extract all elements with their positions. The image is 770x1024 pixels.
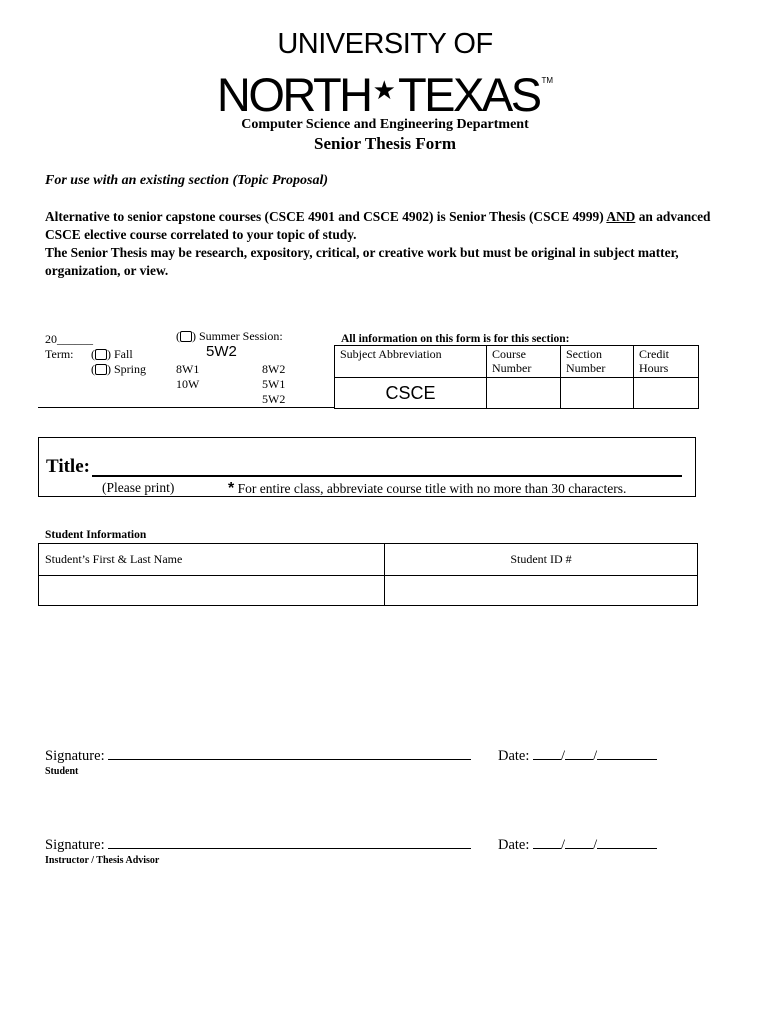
subject-abbrev-field[interactable]: CSCE [335, 378, 487, 409]
date-separator: / [593, 748, 598, 764]
intro-p1-part2: an advanced CSCE elective course correlated to your topic of study. [45, 209, 711, 242]
section-number-header: Section Number [561, 346, 634, 378]
course-number-header: Course Number [487, 346, 561, 378]
department-name: Computer Science and Engineering Department [241, 117, 529, 132]
advisor-date-day[interactable] [565, 836, 593, 849]
intro-p1-part1: Alternative to senior capstone courses (CSCE 4901 and CSCE 4902) is Senior Thesis (CSCE 4999) [45, 209, 604, 224]
session-8w2: 8W2 [262, 362, 286, 376]
spring-label: ) Spring [107, 362, 146, 376]
session-5w1: 5W1 [262, 377, 286, 391]
date-separator: / [561, 748, 566, 764]
advisor-date-year[interactable] [597, 836, 657, 849]
asterisk-icon: * [228, 480, 235, 497]
logo-north: NORTH [216, 68, 371, 121]
date-separator: / [593, 837, 598, 853]
advisor-signature-line[interactable] [108, 836, 471, 849]
student-id-label: Student ID # [385, 544, 698, 576]
intro-p2: The Senior Thesis may be research, expository, critical, or creative work but must be original in subject matter, organization, or view. [45, 245, 679, 278]
advisor-role-label: Instructor / Thesis Advisor [45, 855, 160, 866]
student-signature-label: Signature: [45, 748, 105, 764]
unt-logo-line1: UNIVERSITY OF [277, 28, 493, 60]
student-date-row [498, 747, 657, 765]
section-table [334, 345, 699, 409]
session-5w2: 5W2 [262, 392, 286, 406]
intro-text [45, 208, 725, 280]
student-name-label: Student’s First & Last Name [39, 544, 385, 576]
summer-checkbox[interactable] [180, 331, 192, 342]
usage-note: For use with an existing section (Topic Proposal) [45, 173, 329, 188]
term-year: 20______ [45, 332, 93, 346]
subject-abbrev-header: Subject Abbreviation [335, 346, 487, 378]
title-input-line[interactable] [92, 475, 682, 477]
title-instruction-text: For entire class, abbreviate course title with no more than 30 characters. [237, 481, 627, 496]
trademark-mark: TM [541, 76, 554, 85]
term-divider [38, 407, 334, 408]
student-date-day[interactable] [565, 747, 593, 760]
spring-checkbox[interactable] [95, 364, 107, 375]
section-heading: All information on this form is for this section: [341, 333, 570, 345]
student-date-month[interactable] [533, 747, 561, 760]
unt-logo-line2 [0, 56, 770, 120]
please-print-hint: (Please print) [102, 480, 175, 495]
student-name-field[interactable] [39, 576, 385, 606]
advisor-date-month[interactable] [533, 836, 561, 849]
credit-hours-field[interactable] [634, 378, 699, 409]
term-label: Term: [45, 347, 74, 361]
advisor-signature-label: Signature: [45, 837, 105, 853]
course-number-field[interactable] [487, 378, 561, 409]
summer-label: ) Summer Session: [192, 329, 283, 343]
title-instruction [228, 480, 626, 498]
date-separator: / [561, 837, 566, 853]
student-signature-row [45, 747, 471, 765]
advisor-signature-row [45, 836, 471, 854]
star-icon: ★ [372, 75, 396, 105]
fall-option[interactable]: ( ) Fall [91, 347, 133, 361]
section-number-field[interactable] [561, 378, 634, 409]
student-info-heading: Student Information [45, 529, 147, 541]
session-10w: 10W [176, 377, 200, 391]
student-role-label: Student [45, 766, 79, 777]
summer-session-value[interactable]: 5W2 [206, 343, 237, 360]
intro-and: AND [606, 209, 636, 224]
credit-hours-header: Credit Hours [634, 346, 699, 378]
summer-option[interactable]: ( ) Summer Session: [176, 329, 283, 343]
student-signature-line[interactable] [108, 747, 471, 760]
fall-label: ) Fall [107, 347, 133, 361]
student-date-label: Date: [498, 748, 530, 764]
advisor-date-label: Date: [498, 837, 530, 853]
logo-texas: TEXAS [397, 68, 540, 121]
form-title: Senior Thesis Form [314, 134, 456, 153]
session-8w1: 8W1 [176, 362, 200, 376]
student-table [38, 543, 698, 606]
student-id-field[interactable] [385, 576, 698, 606]
student-date-year[interactable] [597, 747, 657, 760]
advisor-date-row [498, 836, 657, 854]
title-label: Title: [46, 456, 90, 477]
fall-checkbox[interactable] [95, 349, 107, 360]
spring-option[interactable]: ( ) Spring [91, 362, 146, 376]
